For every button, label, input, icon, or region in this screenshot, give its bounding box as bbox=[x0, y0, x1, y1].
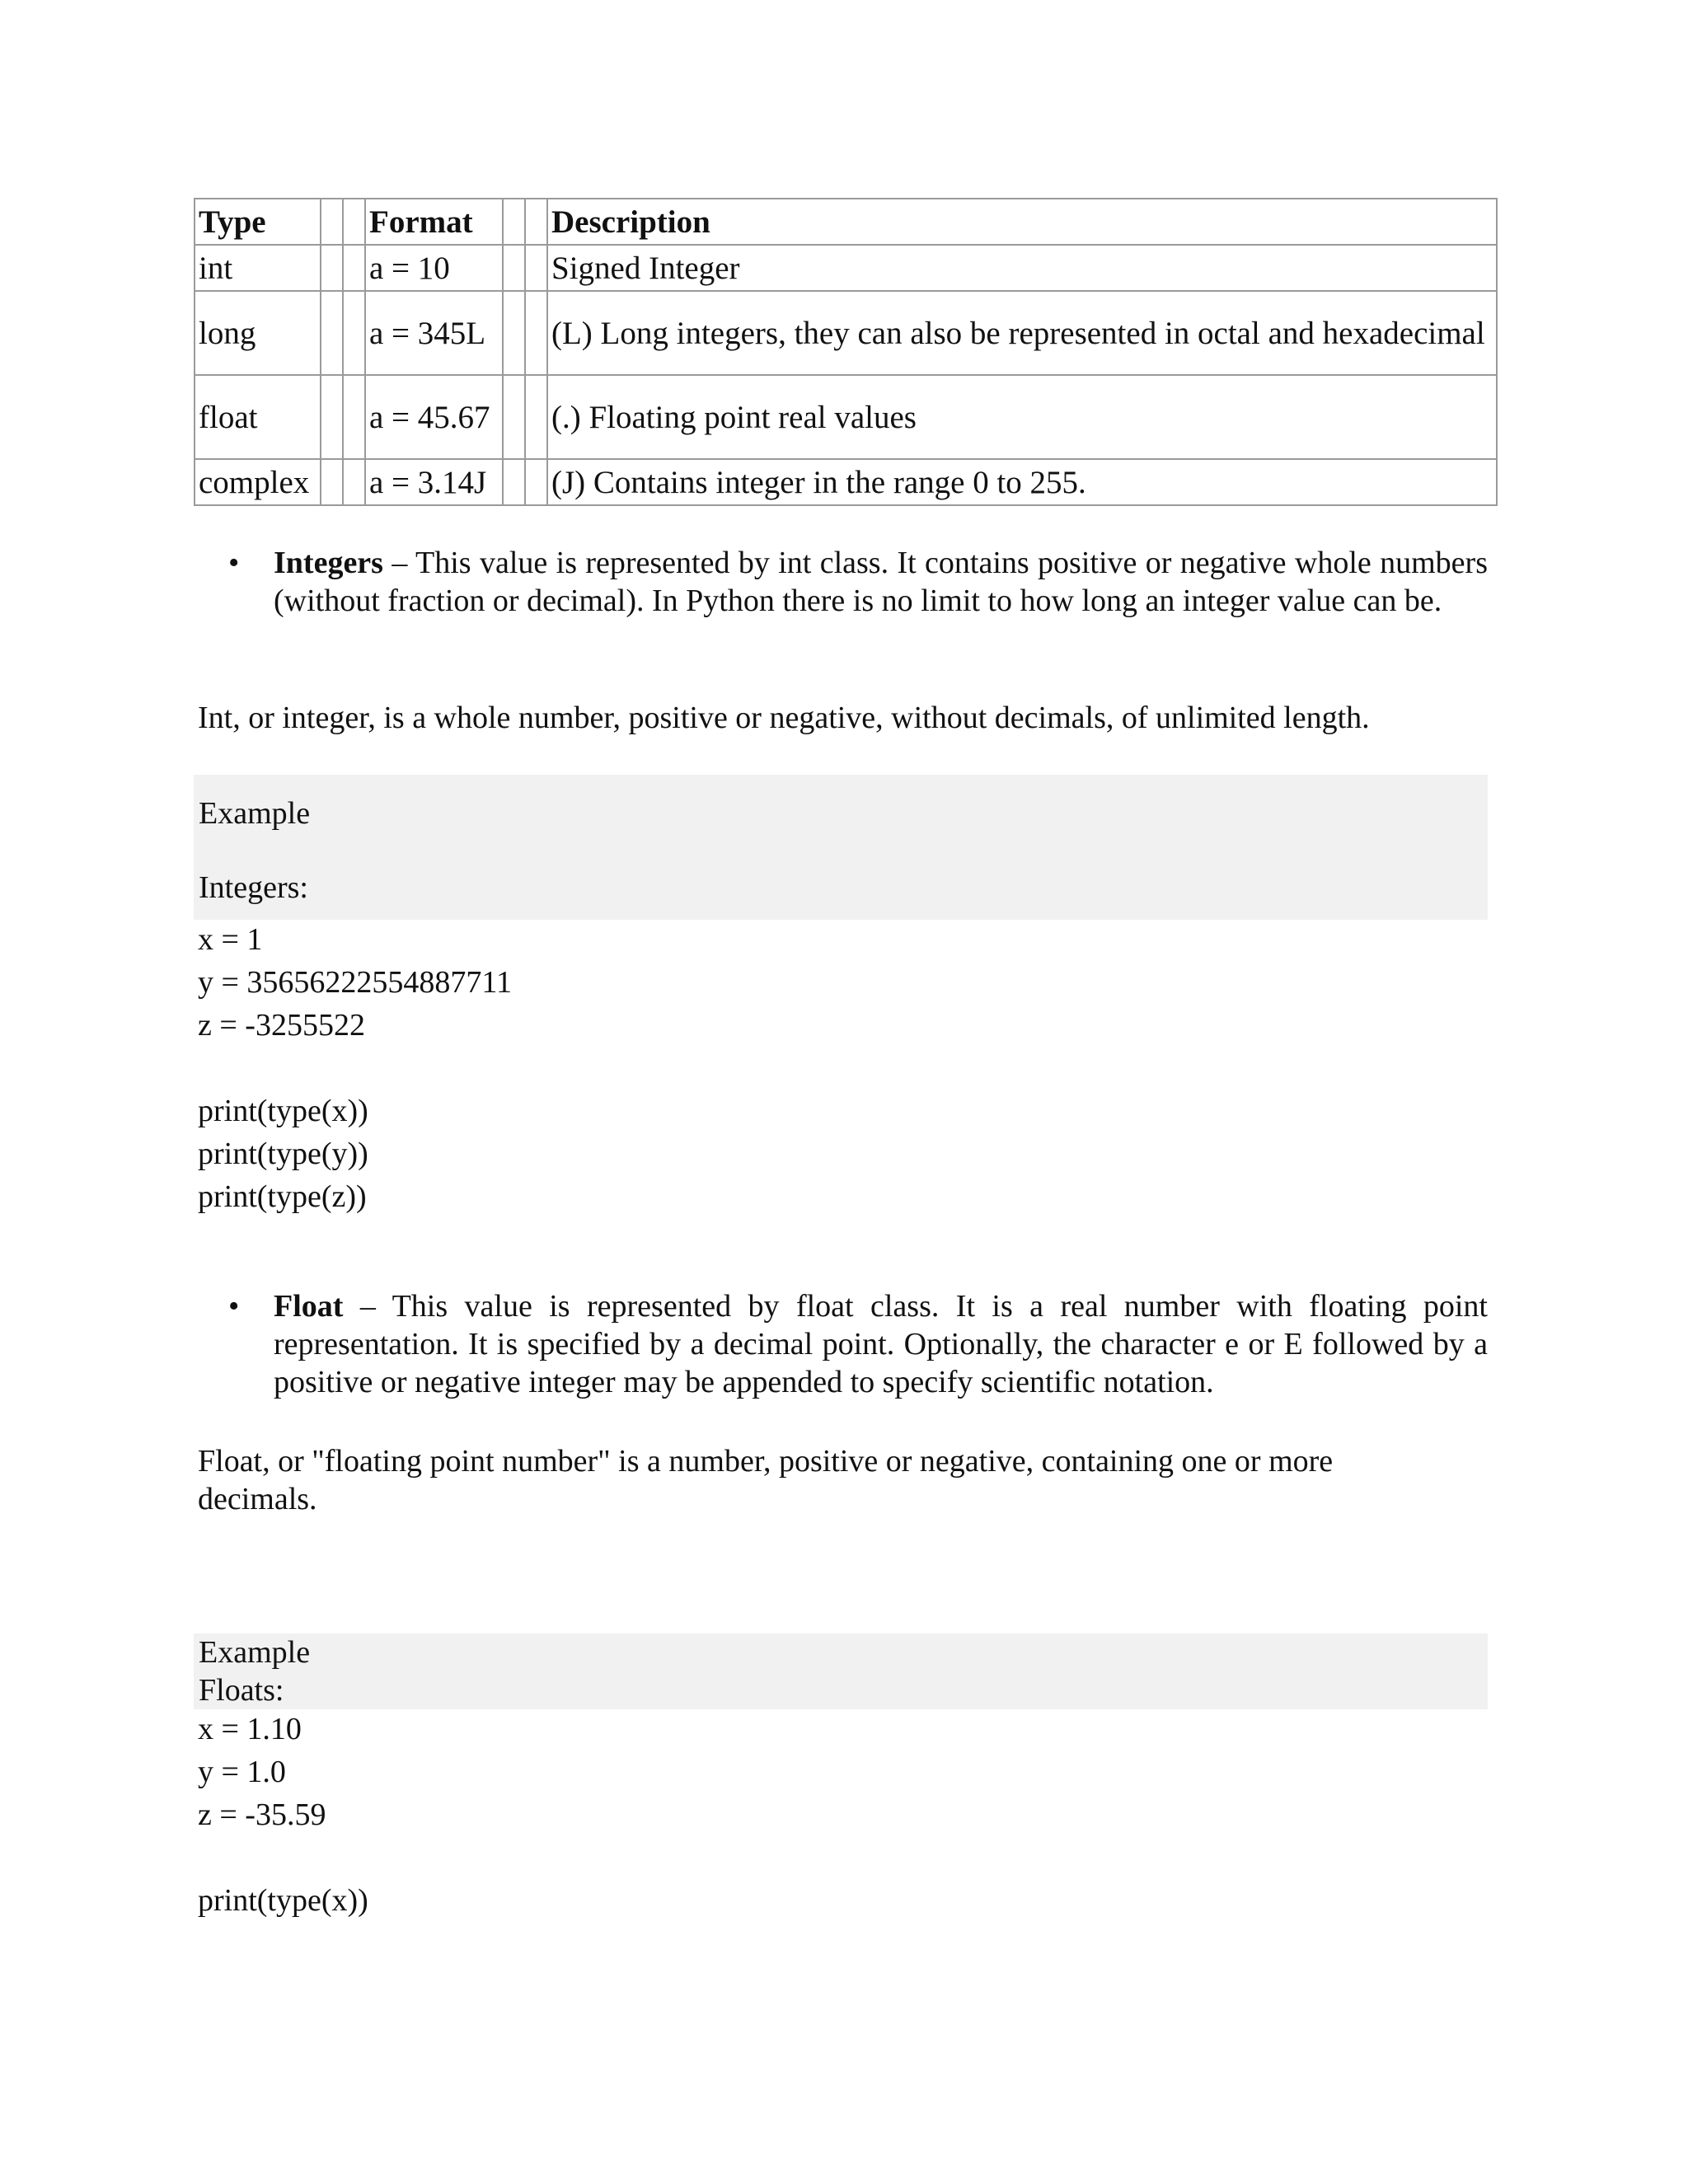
bullet-dot-icon: • bbox=[228, 546, 240, 580]
cell-type: long bbox=[195, 291, 321, 375]
floats-example-caption: Floats: bbox=[199, 1673, 284, 1708]
cell-type: complex bbox=[195, 459, 321, 505]
float-bullet bbox=[228, 1287, 1488, 1401]
integers-paragraph: Int, or integer, is a whole number, positive or negative, without decimals, of unlimited length. bbox=[198, 701, 1370, 735]
cell-type: float bbox=[195, 375, 321, 459]
float-term: Float bbox=[274, 1289, 344, 1324]
cell-type: int bbox=[195, 245, 321, 291]
table-row bbox=[195, 245, 1497, 291]
data-types-table bbox=[194, 198, 1498, 506]
integers-term: Integers bbox=[274, 546, 383, 580]
cell-format: a = 3.14J bbox=[365, 459, 503, 505]
floats-example-box bbox=[194, 1633, 1488, 1709]
code-line: x = 1.10 bbox=[198, 1712, 302, 1746]
float-paragraph: Float, or "floating point number" is a number, positive or negative, containing one or more decimals. bbox=[198, 1444, 1334, 1516]
integers-example-box bbox=[194, 775, 1488, 920]
code-line: z = -35.59 bbox=[198, 1797, 326, 1832]
table-row bbox=[195, 375, 1497, 459]
floats-code-block bbox=[198, 1708, 368, 1922]
table-header-row bbox=[195, 199, 1497, 245]
code-line: y = 35656222554887711 bbox=[198, 965, 513, 1000]
table-row bbox=[195, 459, 1497, 505]
integers-bullet bbox=[228, 544, 1488, 620]
code-line: print(type(x)) bbox=[198, 1094, 368, 1128]
cell-format: a = 345L bbox=[365, 291, 503, 375]
code-line: print(type(x)) bbox=[198, 1883, 368, 1918]
float-bullet-text: – This value is represented by float class. It is a real number with floating point representation. It is specified by a decimal point. Optionally, the character e or E followed by a positive or negative integer may be appended to specify scientific notation. bbox=[274, 1289, 1488, 1399]
code-line: x = 1 bbox=[198, 922, 263, 957]
cell-description: Signed Integer bbox=[547, 245, 1497, 291]
integers-example-label: Example bbox=[199, 796, 311, 831]
header-description: Description bbox=[547, 199, 1497, 245]
code-line: print(type(z)) bbox=[198, 1179, 367, 1214]
header-format: Format bbox=[365, 199, 503, 245]
table-row bbox=[195, 291, 1497, 375]
integers-bullet-text: – This value is represented by int class. It contains positive or negative whole numbers (without fraction or decimal). In Python there is no limit to how long an integer value can be. bbox=[274, 546, 1488, 618]
header-type: Type bbox=[195, 199, 321, 245]
floats-example-label: Example bbox=[199, 1635, 311, 1670]
code-line: print(type(y)) bbox=[198, 1137, 368, 1171]
cell-description: (J) Contains integer in the range 0 to 255. bbox=[547, 459, 1497, 505]
cell-format: a = 10 bbox=[365, 245, 503, 291]
integers-example-caption: Integers: bbox=[199, 870, 308, 905]
code-line bbox=[198, 1047, 512, 1090]
code-line: y = 1.0 bbox=[198, 1755, 286, 1789]
bullet-dot-icon: • bbox=[228, 1289, 240, 1324]
code-line bbox=[198, 1836, 368, 1879]
cell-description: (.) Floating point real values bbox=[547, 375, 1497, 459]
cell-description: (L) Long integers, they can also be represented in octal and hexadecimal bbox=[547, 291, 1497, 375]
cell-format: a = 45.67 bbox=[365, 375, 503, 459]
integers-code-block bbox=[198, 918, 512, 1218]
code-line: z = -3255522 bbox=[198, 1008, 365, 1043]
